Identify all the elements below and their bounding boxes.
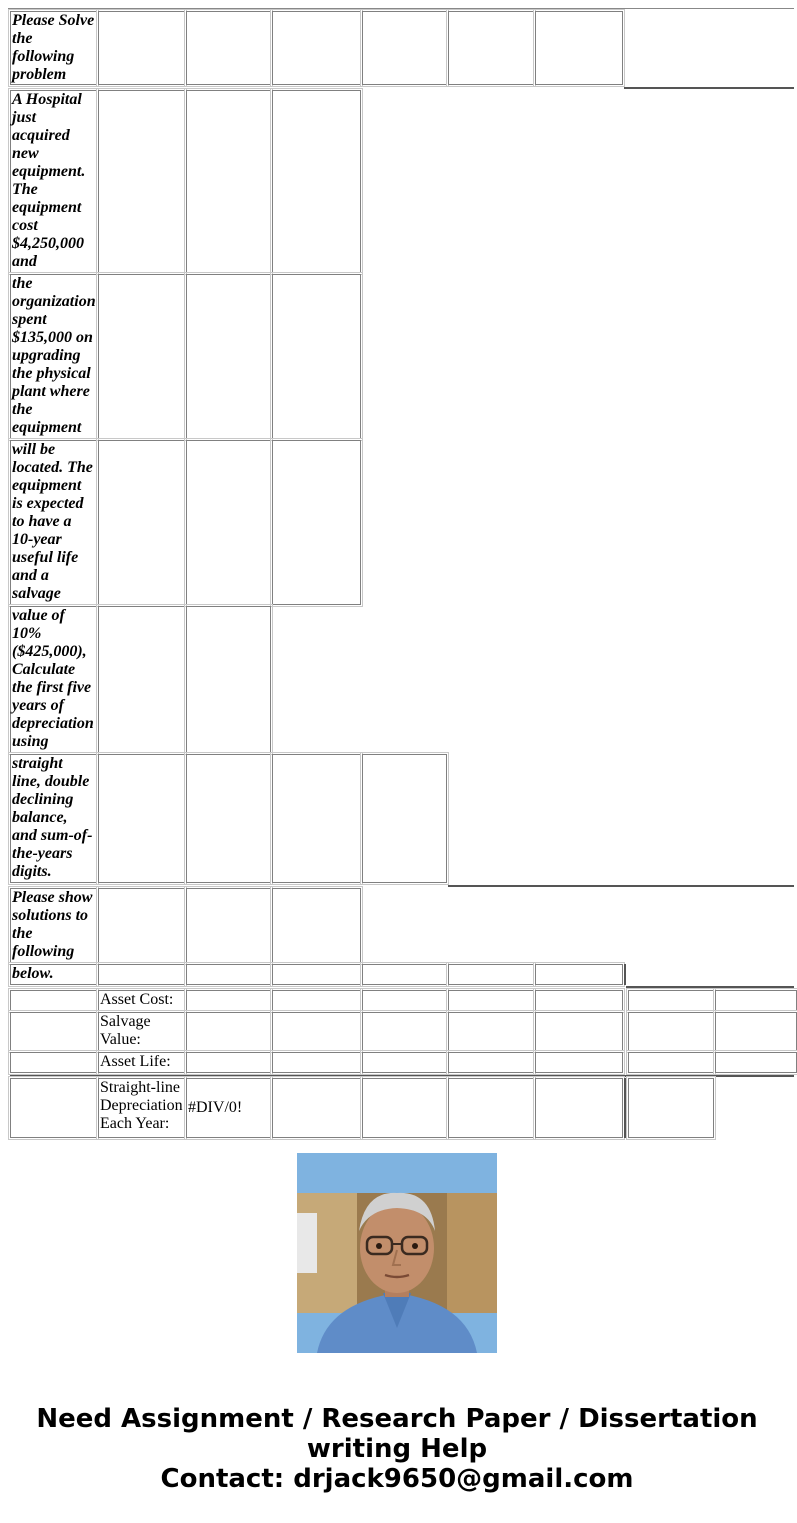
problem-cell-1[interactable]: Please Solve the following problem	[10, 11, 97, 85]
empty-cell[interactable]	[272, 11, 361, 85]
problem-cell-6[interactable]: straight line, double declining balance, and sum-of-the-years digits.	[10, 754, 97, 883]
empty-cell[interactable]	[98, 964, 185, 985]
salvage-value-value[interactable]	[186, 1012, 271, 1051]
promo-line-1: Need Assignment / Research Paper / Dissertation	[36, 1404, 758, 1434]
empty-cell[interactable]	[98, 11, 185, 85]
empty-cell[interactable]	[362, 11, 447, 85]
empty-cell[interactable]	[10, 1078, 97, 1138]
problem-cell-7[interactable]: Please show solutions to the following	[10, 888, 97, 963]
column-divider	[624, 964, 626, 985]
empty-cell[interactable]	[362, 964, 447, 985]
promo-contact[interactable]: Contact: drjack9650@gmail.com	[160, 1464, 634, 1494]
problem-cell-4[interactable]: will be located. The equipment is expected to have a 10-year useful life and a salvage	[10, 440, 97, 605]
problem-cell-2[interactable]: A Hospital just acquired new equipment. The equipment cost $4,250,000 and	[10, 90, 97, 273]
empty-cell[interactable]	[535, 1052, 623, 1073]
straight-line-label[interactable]: Straight-line Depreciation Each Year:	[98, 1078, 185, 1138]
empty-cell[interactable]	[628, 1012, 714, 1051]
empty-cell[interactable]	[272, 274, 361, 439]
empty-cell[interactable]	[186, 888, 271, 963]
empty-cell[interactable]	[272, 990, 361, 1011]
empty-cell[interactable]	[362, 990, 447, 1011]
empty-cell[interactable]	[448, 11, 534, 85]
empty-cell[interactable]	[272, 964, 361, 985]
empty-cell[interactable]	[98, 754, 185, 883]
empty-cell[interactable]	[98, 90, 185, 273]
empty-cell[interactable]	[272, 888, 361, 963]
empty-cell[interactable]	[535, 11, 623, 85]
empty-cell[interactable]	[272, 1052, 361, 1073]
row-divider	[10, 1075, 794, 1077]
author-photo-graphic	[297, 1153, 497, 1353]
asset-life-label[interactable]: Asset Life:	[98, 1052, 185, 1073]
empty-cell[interactable]	[362, 754, 447, 883]
row-divider	[626, 986, 794, 988]
author-photo	[297, 1153, 497, 1353]
empty-cell[interactable]	[186, 964, 271, 985]
empty-cell[interactable]	[448, 1078, 534, 1138]
row-divider	[624, 87, 794, 89]
empty-cell[interactable]	[448, 964, 534, 985]
empty-cell[interactable]	[98, 606, 185, 753]
problem-cell-5[interactable]: value of 10% ($425,000), Calculate the first five years of depreciation using	[10, 606, 97, 753]
empty-cell[interactable]	[535, 990, 623, 1011]
empty-cell[interactable]	[186, 440, 271, 605]
salvage-value-label[interactable]: Salvage Value:	[98, 1012, 185, 1051]
column-divider	[624, 1078, 626, 1138]
empty-cell[interactable]	[628, 1078, 714, 1138]
empty-cell[interactable]	[448, 1052, 534, 1073]
promo-line-2: writing Help	[306, 1434, 488, 1464]
empty-cell[interactable]	[362, 1052, 447, 1073]
row-divider	[448, 885, 794, 887]
empty-cell[interactable]	[186, 274, 271, 439]
empty-cell[interactable]	[186, 606, 271, 753]
empty-cell[interactable]	[10, 1052, 97, 1073]
straight-line-value[interactable]: #DIV/0!	[186, 1078, 271, 1138]
empty-cell[interactable]	[272, 440, 361, 605]
empty-cell[interactable]	[186, 11, 271, 85]
empty-cell[interactable]	[272, 1012, 361, 1051]
empty-cell[interactable]	[715, 990, 797, 1011]
promo-text	[0, 1404, 794, 1494]
problem-cell-3[interactable]: the organization spent $135,000 on upgrading the physical plant where the equipment	[10, 274, 97, 439]
empty-cell[interactable]	[98, 888, 185, 963]
empty-cell[interactable]	[715, 1012, 797, 1051]
asset-cost-label[interactable]: Asset Cost:	[98, 990, 185, 1011]
empty-cell[interactable]	[448, 990, 534, 1011]
empty-cell[interactable]	[186, 90, 271, 273]
empty-cell[interactable]	[535, 1078, 623, 1138]
empty-cell[interactable]	[10, 990, 97, 1011]
problem-cell-8[interactable]: below.	[10, 964, 97, 985]
empty-cell[interactable]	[10, 1012, 97, 1051]
empty-cell[interactable]	[98, 440, 185, 605]
empty-cell[interactable]	[272, 90, 361, 273]
asset-life-value[interactable]	[186, 1052, 271, 1073]
empty-cell[interactable]	[362, 1012, 447, 1051]
empty-cell[interactable]	[186, 754, 271, 883]
empty-cell[interactable]	[272, 1078, 361, 1138]
empty-cell[interactable]	[715, 1052, 797, 1073]
asset-cost-value[interactable]	[186, 990, 271, 1011]
empty-cell[interactable]	[535, 964, 623, 985]
empty-cell[interactable]	[98, 274, 185, 439]
empty-cell[interactable]	[535, 1012, 623, 1051]
empty-cell[interactable]	[628, 1052, 714, 1073]
empty-cell[interactable]	[448, 1012, 534, 1051]
top-border	[8, 8, 794, 9]
empty-cell[interactable]	[628, 990, 714, 1011]
empty-cell[interactable]	[272, 754, 361, 883]
empty-cell[interactable]	[362, 1078, 447, 1138]
